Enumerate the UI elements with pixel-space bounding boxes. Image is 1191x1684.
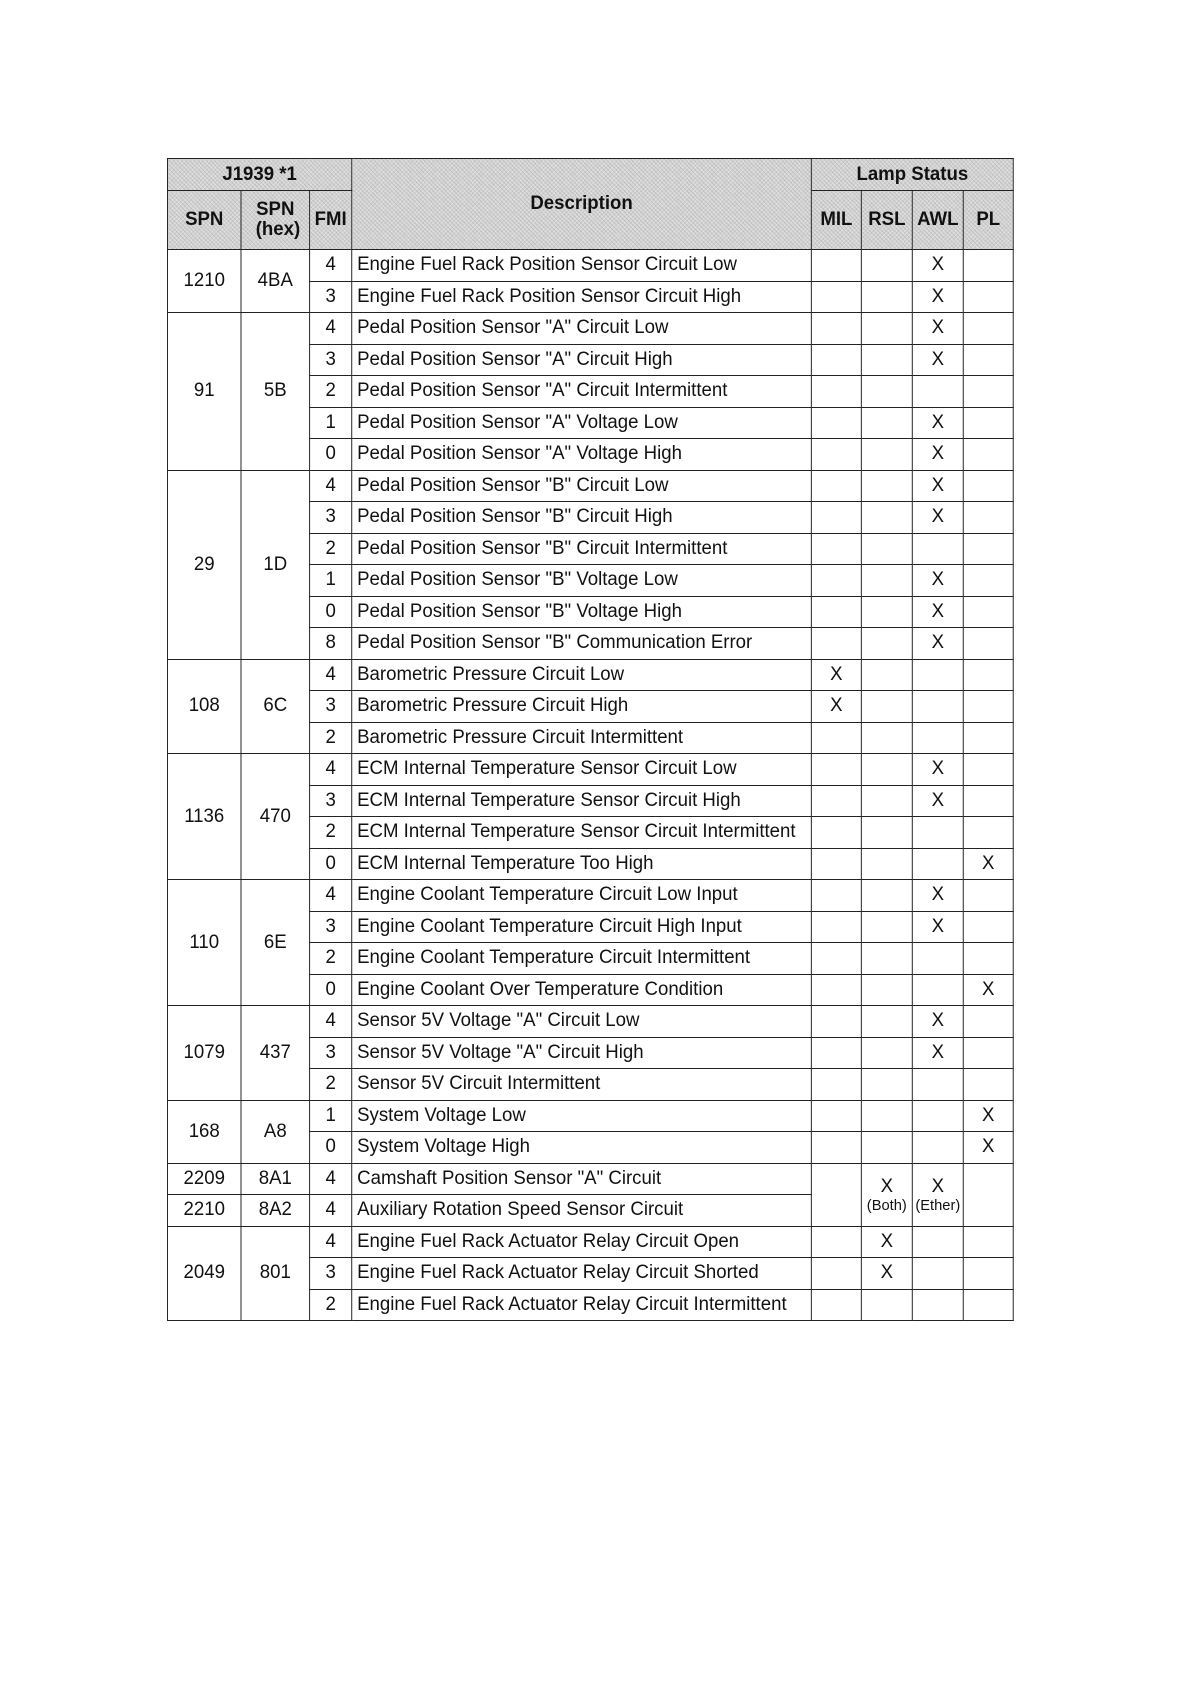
spn-hex-cell: 5B — [241, 313, 310, 471]
description-cell: ECM Internal Temperature Sensor Circuit Low — [352, 754, 812, 786]
spn-hex-cell: 8A2 — [241, 1195, 310, 1227]
mil-cell: X — [811, 659, 861, 691]
rsl-cell — [861, 250, 912, 282]
fmi-cell: 3 — [310, 502, 352, 534]
description-cell: ECM Internal Temperature Too High — [352, 848, 812, 880]
spn-hex-cell: 1D — [241, 470, 310, 659]
description-cell: Pedal Position Sensor "A" Circuit Intermittent — [352, 376, 812, 408]
description-cell: Pedal Position Sensor "B" Circuit High — [352, 502, 812, 534]
awl-header: AWL — [912, 191, 963, 250]
pl-cell — [963, 439, 1013, 471]
pl-cell — [963, 344, 1013, 376]
pl-cell — [963, 1069, 1013, 1101]
pl-cell: X — [963, 1132, 1013, 1164]
description-cell: Pedal Position Sensor "A" Circuit High — [352, 344, 812, 376]
awl-cell: X — [912, 1006, 963, 1038]
spn-hex-cell: 801 — [241, 1226, 310, 1321]
description-cell: Pedal Position Sensor "B" Circuit Intermittent — [352, 533, 812, 565]
pl-cell — [963, 754, 1013, 786]
pl-cell — [963, 596, 1013, 628]
mil-cell — [811, 281, 861, 313]
fmi-cell: 2 — [310, 943, 352, 975]
fmi-cell: 3 — [310, 344, 352, 376]
awl-cell: X — [912, 754, 963, 786]
fmi-cell: 0 — [310, 848, 352, 880]
awl-cell — [912, 1289, 963, 1321]
pl-cell — [963, 911, 1013, 943]
fmi-cell: 4 — [310, 1195, 352, 1227]
awl-note: (Ether) — [915, 1197, 961, 1214]
spn-hex-cell: 6C — [241, 659, 310, 754]
description-cell: ECM Internal Temperature Sensor Circuit Intermittent — [352, 817, 812, 849]
mil-cell — [811, 722, 861, 754]
description-cell: Pedal Position Sensor "B" Voltage Low — [352, 565, 812, 597]
rsl-cell — [861, 1289, 912, 1321]
fmi-cell: 3 — [310, 691, 352, 723]
description-cell: Engine Fuel Rack Actuator Relay Circuit Shorted — [352, 1258, 812, 1290]
rsl-cell — [861, 1163, 912, 1226]
fmi-cell: 3 — [310, 785, 352, 817]
fmi-cell: 4 — [310, 1226, 352, 1258]
spn-cell: 91 — [167, 313, 240, 471]
awl-cell: X — [912, 880, 963, 912]
pl-cell: X — [963, 848, 1013, 880]
rsl-cell — [861, 943, 912, 975]
description-cell: Pedal Position Sensor "A" Circuit Low — [352, 313, 812, 345]
rsl-cell — [861, 911, 912, 943]
awl-cell: X — [912, 1037, 963, 1069]
spn-cell: 168 — [167, 1100, 240, 1163]
fmi-cell: 0 — [310, 1132, 352, 1164]
fmi-cell: 3 — [310, 911, 352, 943]
table-row — [167, 1006, 1013, 1038]
awl-cell: X — [912, 439, 963, 471]
rsl-note: (Both) — [866, 1197, 907, 1214]
mil-cell — [811, 313, 861, 345]
mil-cell — [811, 407, 861, 439]
rsl-cell — [861, 785, 912, 817]
mil-cell — [811, 628, 861, 660]
rsl-cell — [861, 817, 912, 849]
spn-cell: 2049 — [167, 1226, 240, 1321]
mil-cell — [811, 785, 861, 817]
spn-hex-cell: 437 — [241, 1006, 310, 1101]
dtc-table — [167, 158, 1014, 1321]
pl-cell — [963, 250, 1013, 282]
rsl-cell — [861, 281, 912, 313]
description-cell: ECM Internal Temperature Sensor Circuit High — [352, 785, 812, 817]
awl-cell — [912, 1069, 963, 1101]
awl-cell: X — [912, 502, 963, 534]
pl-cell — [963, 313, 1013, 345]
rsl-cell — [861, 1006, 912, 1038]
pl-cell — [963, 407, 1013, 439]
awl-cell: X — [912, 785, 963, 817]
spn-hex-header-text: SPN (hex) — [255, 199, 301, 240]
description-cell: System Voltage High — [352, 1132, 812, 1164]
rsl-cell — [861, 596, 912, 628]
mil-cell — [811, 565, 861, 597]
spn-header: SPN — [167, 191, 240, 250]
pl-cell — [963, 502, 1013, 534]
rsl-cell — [861, 848, 912, 880]
description-cell: Engine Coolant Temperature Circuit Intermittent — [352, 943, 812, 975]
mil-cell — [811, 1226, 861, 1258]
mil-cell — [811, 880, 861, 912]
description-cell: Barometric Pressure Circuit Low — [352, 659, 812, 691]
pl-cell — [963, 1289, 1013, 1321]
rsl-header: RSL — [861, 191, 912, 250]
awl-cell — [912, 533, 963, 565]
awl-mark: X — [931, 1176, 945, 1197]
fmi-cell: 0 — [310, 439, 352, 471]
fmi-cell: 2 — [310, 817, 352, 849]
table-row — [167, 1100, 1013, 1132]
fmi-cell: 4 — [310, 470, 352, 502]
pl-cell — [963, 817, 1013, 849]
description-cell: Pedal Position Sensor "A" Voltage High — [352, 439, 812, 471]
rsl-cell — [861, 407, 912, 439]
rsl-cell: X — [861, 1226, 912, 1258]
rsl-cell — [861, 502, 912, 534]
fmi-cell: 2 — [310, 376, 352, 408]
table-row — [167, 659, 1013, 691]
awl-cell: X — [912, 596, 963, 628]
pl-cell — [963, 1006, 1013, 1038]
awl-cell — [912, 1258, 963, 1290]
awl-cell: X — [912, 565, 963, 597]
fmi-cell: 3 — [310, 281, 352, 313]
fmi-cell: 1 — [310, 1100, 352, 1132]
mil-cell — [811, 502, 861, 534]
fmi-cell: 4 — [310, 659, 352, 691]
rsl-cell — [861, 1100, 912, 1132]
pl-cell — [963, 533, 1013, 565]
rsl-cell — [861, 376, 912, 408]
mil-cell — [811, 533, 861, 565]
awl-cell — [912, 1100, 963, 1132]
fmi-cell: 1 — [310, 407, 352, 439]
pl-header: PL — [963, 191, 1013, 250]
pl-cell: X — [963, 1100, 1013, 1132]
rsl-cell — [861, 1037, 912, 1069]
pl-cell — [963, 1037, 1013, 1069]
spn-hex-cell: 470 — [241, 754, 310, 880]
description-cell: Auxiliary Rotation Speed Sensor Circuit — [352, 1195, 812, 1227]
spn-hex-cell: 4BA — [241, 250, 310, 313]
description-header: Description — [352, 159, 812, 250]
pl-cell — [963, 1226, 1013, 1258]
fmi-cell: 3 — [310, 1037, 352, 1069]
rsl-cell — [861, 974, 912, 1006]
pl-cell — [963, 565, 1013, 597]
fmi-cell: 0 — [310, 974, 352, 1006]
awl-cell — [912, 817, 963, 849]
fmi-cell: 4 — [310, 313, 352, 345]
table-row — [167, 880, 1013, 912]
awl-cell — [912, 848, 963, 880]
mil-cell — [811, 1006, 861, 1038]
awl-cell: X — [912, 250, 963, 282]
rsl-cell: X — [861, 1258, 912, 1290]
rsl-cell — [861, 313, 912, 345]
rsl-cell — [861, 880, 912, 912]
description-cell: Pedal Position Sensor "A" Voltage Low — [352, 407, 812, 439]
fmi-cell: 4 — [310, 754, 352, 786]
description-cell: Pedal Position Sensor "B" Circuit Low — [352, 470, 812, 502]
rsl-mark: X — [880, 1176, 894, 1197]
mil-cell — [811, 1289, 861, 1321]
rsl-cell — [861, 1069, 912, 1101]
rsl-cell — [861, 439, 912, 471]
fmi-cell: 4 — [310, 880, 352, 912]
spn-cell: 1210 — [167, 250, 240, 313]
mil-cell — [811, 1163, 861, 1226]
pl-cell — [963, 1258, 1013, 1290]
pl-cell — [963, 281, 1013, 313]
fmi-cell: 4 — [310, 1006, 352, 1038]
pl-cell — [963, 722, 1013, 754]
pl-cell — [963, 1163, 1013, 1226]
awl-cell — [912, 943, 963, 975]
rsl-cell — [861, 1132, 912, 1164]
rsl-cell — [861, 533, 912, 565]
table-row — [167, 1163, 1013, 1195]
pl-cell — [963, 880, 1013, 912]
pl-cell — [963, 943, 1013, 975]
rsl-cell — [861, 565, 912, 597]
awl-cell — [912, 659, 963, 691]
rsl-cell — [861, 344, 912, 376]
spn-cell: 110 — [167, 880, 240, 1006]
fmi-cell: 0 — [310, 596, 352, 628]
mil-cell — [811, 596, 861, 628]
description-cell: Engine Coolant Temperature Circuit High Input — [352, 911, 812, 943]
awl-cell — [912, 1132, 963, 1164]
awl-cell: X — [912, 344, 963, 376]
table-row — [167, 470, 1013, 502]
pl-cell — [963, 628, 1013, 660]
awl-cell: X — [912, 911, 963, 943]
spn-cell: 2210 — [167, 1195, 240, 1227]
spn-hex-cell: 6E — [241, 880, 310, 1006]
spn-hex-cell: 8A1 — [241, 1163, 310, 1195]
awl-cell: X — [912, 313, 963, 345]
table-row — [167, 313, 1013, 345]
header-row-1 — [167, 159, 1013, 191]
pl-cell — [963, 785, 1013, 817]
spn-hex-header — [241, 191, 310, 250]
spn-cell: 1079 — [167, 1006, 240, 1101]
table-row — [167, 1226, 1013, 1258]
description-cell: Pedal Position Sensor "B" Communication Error — [352, 628, 812, 660]
mil-cell — [811, 1069, 861, 1101]
awl-cell — [912, 1226, 963, 1258]
awl-cell — [912, 691, 963, 723]
rsl-cell — [861, 659, 912, 691]
pl-cell — [963, 470, 1013, 502]
awl-cell — [912, 974, 963, 1006]
table-body — [167, 250, 1013, 1321]
spn-cell: 1136 — [167, 754, 240, 880]
description-cell: Engine Coolant Over Temperature Condition — [352, 974, 812, 1006]
fmi-cell: 2 — [310, 1069, 352, 1101]
description-cell: Sensor 5V Voltage "A" Circuit Low — [352, 1006, 812, 1038]
spn-cell: 108 — [167, 659, 240, 754]
pl-cell: X — [963, 974, 1013, 1006]
fmi-cell: 1 — [310, 565, 352, 597]
description-cell: System Voltage Low — [352, 1100, 812, 1132]
description-cell: Engine Fuel Rack Position Sensor Circuit Low — [352, 250, 812, 282]
description-cell: Barometric Pressure Circuit Intermittent — [352, 722, 812, 754]
description-cell: Sensor 5V Voltage "A" Circuit High — [352, 1037, 812, 1069]
mil-cell — [811, 250, 861, 282]
pl-cell — [963, 376, 1013, 408]
fmi-cell: 4 — [310, 250, 352, 282]
mil-cell — [811, 817, 861, 849]
fmi-cell: 2 — [310, 1289, 352, 1321]
spn-cell: 2209 — [167, 1163, 240, 1195]
description-cell: Camshaft Position Sensor "A" Circuit — [352, 1163, 812, 1195]
mil-cell — [811, 439, 861, 471]
pl-cell — [963, 659, 1013, 691]
description-cell: Pedal Position Sensor "B" Voltage High — [352, 596, 812, 628]
awl-cell — [912, 1163, 963, 1226]
lamp-status-header: Lamp Status — [811, 159, 1013, 191]
table-row — [167, 250, 1013, 282]
rsl-cell — [861, 628, 912, 660]
mil-cell — [811, 974, 861, 1006]
fmi-cell: 4 — [310, 1163, 352, 1195]
fmi-cell: 2 — [310, 533, 352, 565]
spn-cell: 29 — [167, 470, 240, 659]
mil-cell — [811, 943, 861, 975]
rsl-cell — [861, 722, 912, 754]
awl-cell: X — [912, 628, 963, 660]
rsl-cell — [861, 754, 912, 786]
description-cell: Engine Coolant Temperature Circuit Low Input — [352, 880, 812, 912]
fmi-header: FMI — [310, 191, 352, 250]
spn-hex-cell: A8 — [241, 1100, 310, 1163]
awl-cell — [912, 376, 963, 408]
awl-cell: X — [912, 281, 963, 313]
mil-cell — [811, 754, 861, 786]
j1939-header: J1939 *1 — [167, 159, 351, 191]
fmi-cell: 3 — [310, 1258, 352, 1290]
mil-cell: X — [811, 691, 861, 723]
rsl-cell — [861, 691, 912, 723]
mil-cell — [811, 1132, 861, 1164]
mil-cell — [811, 470, 861, 502]
awl-cell — [912, 722, 963, 754]
mil-cell — [811, 1037, 861, 1069]
description-cell: Engine Fuel Rack Actuator Relay Circuit Open — [352, 1226, 812, 1258]
table-row — [167, 754, 1013, 786]
rsl-cell — [861, 470, 912, 502]
description-cell: Sensor 5V Circuit Intermittent — [352, 1069, 812, 1101]
mil-cell — [811, 344, 861, 376]
mil-cell — [811, 1100, 861, 1132]
description-cell: Engine Fuel Rack Actuator Relay Circuit Intermittent — [352, 1289, 812, 1321]
mil-cell — [811, 376, 861, 408]
pl-cell — [963, 691, 1013, 723]
mil-cell — [811, 848, 861, 880]
mil-header: MIL — [811, 191, 861, 250]
awl-cell: X — [912, 470, 963, 502]
fmi-cell: 8 — [310, 628, 352, 660]
fmi-cell: 2 — [310, 722, 352, 754]
awl-cell: X — [912, 407, 963, 439]
description-cell: Barometric Pressure Circuit High — [352, 691, 812, 723]
description-cell: Engine Fuel Rack Position Sensor Circuit High — [352, 281, 812, 313]
mil-cell — [811, 911, 861, 943]
mil-cell — [811, 1258, 861, 1290]
